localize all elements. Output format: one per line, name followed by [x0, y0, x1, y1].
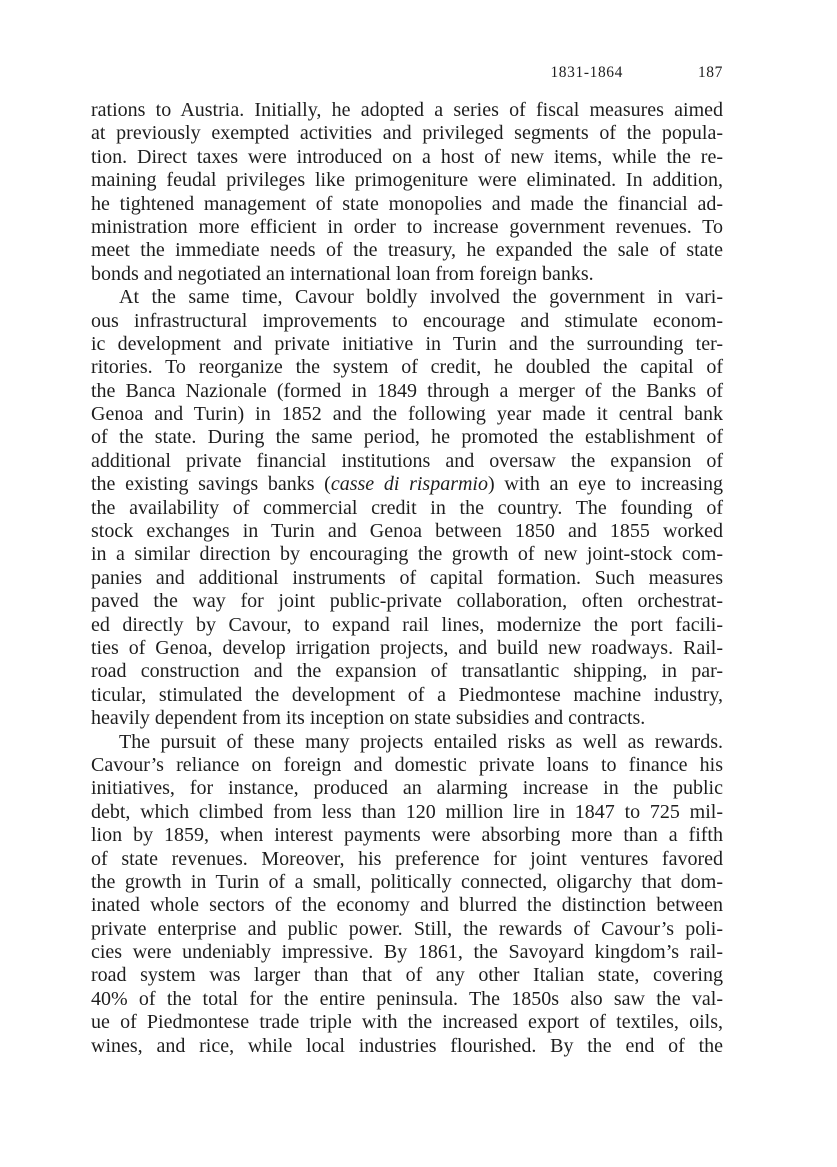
text-line: stock exchanges in Turin and Genoa between 1850 and 1855 worked — [91, 520, 723, 543]
text-line: ties of Genoa, develop irrigation projects, and build new roadways. Rail- — [91, 636, 723, 659]
text-line: inated whole sectors of the economy and blurred the distinction between — [91, 894, 723, 917]
text-line: ritories. To reorganize the system of credit, he doubled the capital of — [91, 356, 723, 379]
text-line: of the state. During the same period, he promoted the establishment of — [91, 426, 723, 449]
text-line: panies and additional instruments of capital formation. Such measures — [91, 566, 723, 589]
text-line: At the same time, Cavour boldly involved the government in vari- — [119, 286, 723, 309]
text-line: ic development and private initiative in Turin and the surrounding ter- — [91, 332, 723, 355]
running-head — [91, 64, 723, 88]
text-line: tion. Direct taxes were introduced on a host of new items, while the re- — [91, 145, 723, 168]
text-line: he tightened management of state monopolies and made the financial ad- — [91, 192, 723, 215]
text-line: in a similar direction by encouraging the growth of new joint-stock com- — [91, 543, 723, 566]
body-text — [91, 99, 723, 1058]
text-line: Cavour’s reliance on foreign and domestic private loans to finance his — [91, 753, 723, 776]
text-line: ticular, stimulated the development of a Piedmontese machine industry, — [91, 683, 723, 706]
text-line: 40% of the total for the entire peninsula. The 1850s also saw the val- — [91, 987, 723, 1010]
text-line: lion by 1859, when interest payments were absorbing more than a fifth — [91, 824, 723, 847]
text-line: paved the way for joint public-private collaboration, often orchestrat- — [91, 590, 723, 613]
text-line: ue of Piedmontese trade triple with the increased export of textiles, oils, — [91, 1011, 723, 1034]
text-line: at previously exempted activities and privileged segments of the popula- — [91, 122, 723, 145]
text-line: The pursuit of these many projects entailed risks as well as rewards. — [119, 730, 723, 753]
text-line: the Banca Nazionale (formed in 1849 through a merger of the Banks of — [91, 379, 723, 402]
text-line: ministration more efficient in order to increase government revenues. To — [91, 215, 723, 238]
text-line: initiatives, for instance, produced an alarming increase in the public — [91, 777, 723, 800]
text-line: rations to Austria. Initially, he adopted a series of fiscal measures aimed — [91, 99, 723, 121]
text-line: heavily dependent from its inception on state subsidies and contracts. — [91, 707, 646, 730]
paragraph — [91, 731, 723, 1058]
text-line: maining feudal privileges like primogeniture were eliminated. In addition, — [91, 169, 723, 192]
paragraph — [91, 286, 723, 730]
text-line: Genoa and Turin) in 1852 and the following year made it central bank — [91, 403, 723, 426]
text-line: debt, which climbed from less than 120 million lire in 1847 to 725 mil- — [91, 800, 723, 823]
text-line: meet the immediate needs of the treasury, he expanded the sale of state — [91, 239, 723, 262]
book-page — [91, 64, 723, 1058]
page-number: 187 — [697, 64, 723, 81]
text-line: road system was larger than that of any other Italian state, covering — [91, 964, 723, 987]
text-line: the growth in Turin of a small, politically connected, oligarchy that dom- — [91, 870, 723, 893]
text-line: the existing savings banks (casse di risparmio) with an eye to increasing — [91, 473, 723, 496]
text-line: additional private financial institutions and oversaw the expansion of — [91, 449, 723, 472]
italic-term: casse di risparmio — [330, 473, 488, 496]
text-line: bonds and negotiated an international loan from foreign banks. — [91, 262, 594, 285]
text-line: ous infrastructural improvements to encourage and stimulate econom- — [91, 309, 723, 332]
text-line: of state revenues. Moreover, his preference for joint ventures favored — [91, 847, 723, 870]
text-line: road construction and the expansion of transatlantic shipping, in par- — [91, 660, 723, 683]
text-line: cies were undeniably impressive. By 1861, the Savoyard kingdom’s rail- — [91, 941, 723, 964]
text-line: wines, and rice, while local industries flourished. By the end of the — [91, 1034, 723, 1057]
paragraph — [91, 99, 723, 286]
running-head-title: 1831-1864 — [550, 64, 623, 81]
text-line: private enterprise and public power. Still, the rewards of Cavour’s poli- — [91, 917, 723, 940]
text-line: the availability of commercial credit in the country. The founding of — [91, 496, 723, 519]
text-line: ed directly by Cavour, to expand rail lines, modernize the port facili- — [91, 613, 723, 636]
